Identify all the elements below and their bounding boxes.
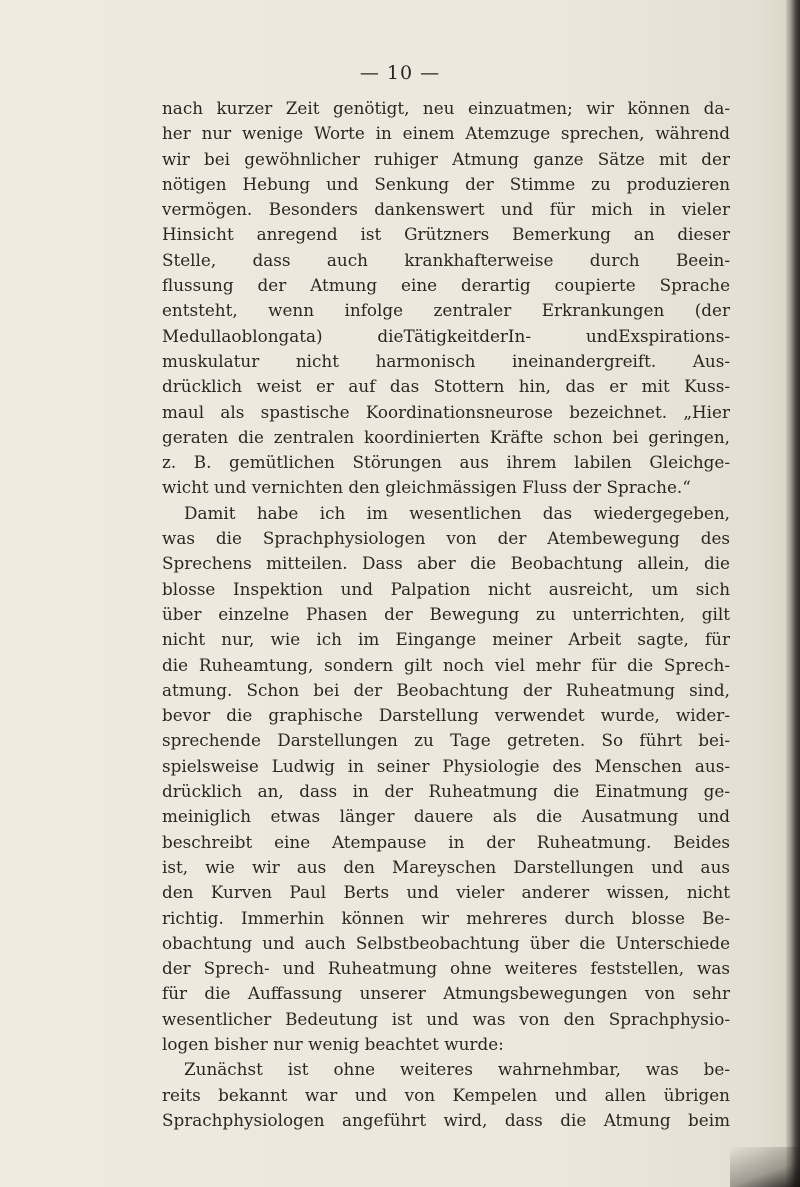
text-line: drücklich an, dass in der Ruheatmung die Einatmung ge- (162, 781, 730, 802)
text-line: reits bekannt war und von Kempelen und allen übrigen (162, 1084, 730, 1105)
text-line: drücklich weist er auf das Stottern hin, das er mit Kuss- (162, 376, 730, 397)
text-line: meiniglich etwas länger dauere als die Ausatmung und (162, 806, 730, 827)
text-line: atmung. Schon bei der Beobachtung der Ruheatmung sind, (162, 679, 730, 700)
text-line: geraten die zentralen koordinierten Kräfte schon bei geringen, (162, 426, 730, 447)
text-line: spielsweise Ludwig in seiner Physiologie des Menschen aus- (162, 755, 730, 776)
text-line: nicht nur, wie ich im Eingange meiner Arbeit sagte, für (162, 629, 730, 650)
text-line: Sprachphysiologen angeführt wird, dass die Atmung beim (162, 1109, 730, 1130)
text-line: wesentlicher Bedeutung ist und was von den Sprachphysio- (162, 1008, 730, 1029)
page-edge-shadow (786, 0, 800, 1187)
text-line: der Sprech- und Ruheatmung ohne weiteres feststellen, was (162, 958, 730, 979)
text-line: über einzelne Phasen der Bewegung zu unterrichten, gilt (162, 603, 730, 624)
text-line: Stelle, dass auch krankhafterweise durch Beein- (162, 249, 730, 270)
body-text (162, 96, 730, 1133)
text-line: obachtung und auch Selbstbeobachtung über die Unterschiede (162, 932, 730, 953)
text-line: für die Auffassung unserer Atmungsbewegungen von sehr (162, 983, 730, 1004)
text-line: Medullaoblongata) dieTätigkeitderIn- undExspirations- (162, 325, 730, 346)
text-line: Zunächst ist ohne weiteres wahrnehmbar, was be- (184, 1059, 730, 1080)
text-line: den Kurven Paul Berts und vieler anderer wissen, nicht (162, 882, 730, 903)
text-line: flussung der Atmung eine derartig coupierte Sprache (162, 275, 730, 296)
text-line: beschreibt eine Atempause in der Ruheatmung. Beides (162, 831, 730, 852)
text-line: sprechende Darstellungen zu Tage getreten. So führt bei- (162, 730, 730, 751)
text-line: entsteht, wenn infolge zentraler Erkrankungen (der (162, 300, 730, 321)
text-line: vermögen. Besonders dankenswert und für mich in vieler (162, 199, 730, 220)
text-line: richtig. Immerhin können wir mehreres durch blosse Be- (162, 907, 730, 928)
text-line: maul als spastische Koordinationsneurose bezeichnet. „Hier (162, 401, 730, 422)
text-line: bevor die graphische Darstellung verwendet wurde, wider- (162, 705, 730, 726)
text-line: blosse Inspektion und Palpation nicht ausreicht, um sich (162, 578, 730, 599)
text-line: z. B. gemütlichen Störungen aus ihrem labilen Gleichge- (162, 452, 730, 473)
text-line: logen bisher nur wenig beachtet wurde: (162, 1033, 504, 1054)
text-line: her nur wenige Worte in einem Atemzuge sprechen, während (162, 123, 730, 144)
text-line: wir bei gewöhnlicher ruhiger Atmung ganze Sätze mit der (162, 148, 730, 169)
text-line: Hinsicht anregend ist Grützners Bemerkung an dieser (162, 224, 730, 245)
page-number: — 10 — (359, 62, 441, 84)
text-line: muskulatur nicht harmonisch ineinandergreift. Aus- (162, 350, 730, 371)
text-line: Damit habe ich im wesentlichen das wiedergegeben, (184, 502, 730, 523)
text-line: nötigen Hebung und Senkung der Stimme zu produzieren (162, 173, 730, 194)
text-line: die Ruheamtung, sondern gilt noch viel mehr für die Sprech- (162, 654, 730, 675)
text-line: Sprechens mitteilen. Dass aber die Beobachtung allein, die (162, 553, 730, 574)
text-line: wicht und vernichten den gleichmässigen Fluss der Sprache.“ (162, 477, 691, 498)
text-line: nach kurzer Zeit genötigt, neu einzuatmen; wir können da- (162, 98, 730, 118)
text-line: was die Sprachphysiologen von der Atembewegung des (162, 528, 730, 549)
page-corner-shadow (730, 1147, 800, 1187)
text-line: ist, wie wir aus den Mareyschen Darstellungen und aus (162, 856, 730, 877)
